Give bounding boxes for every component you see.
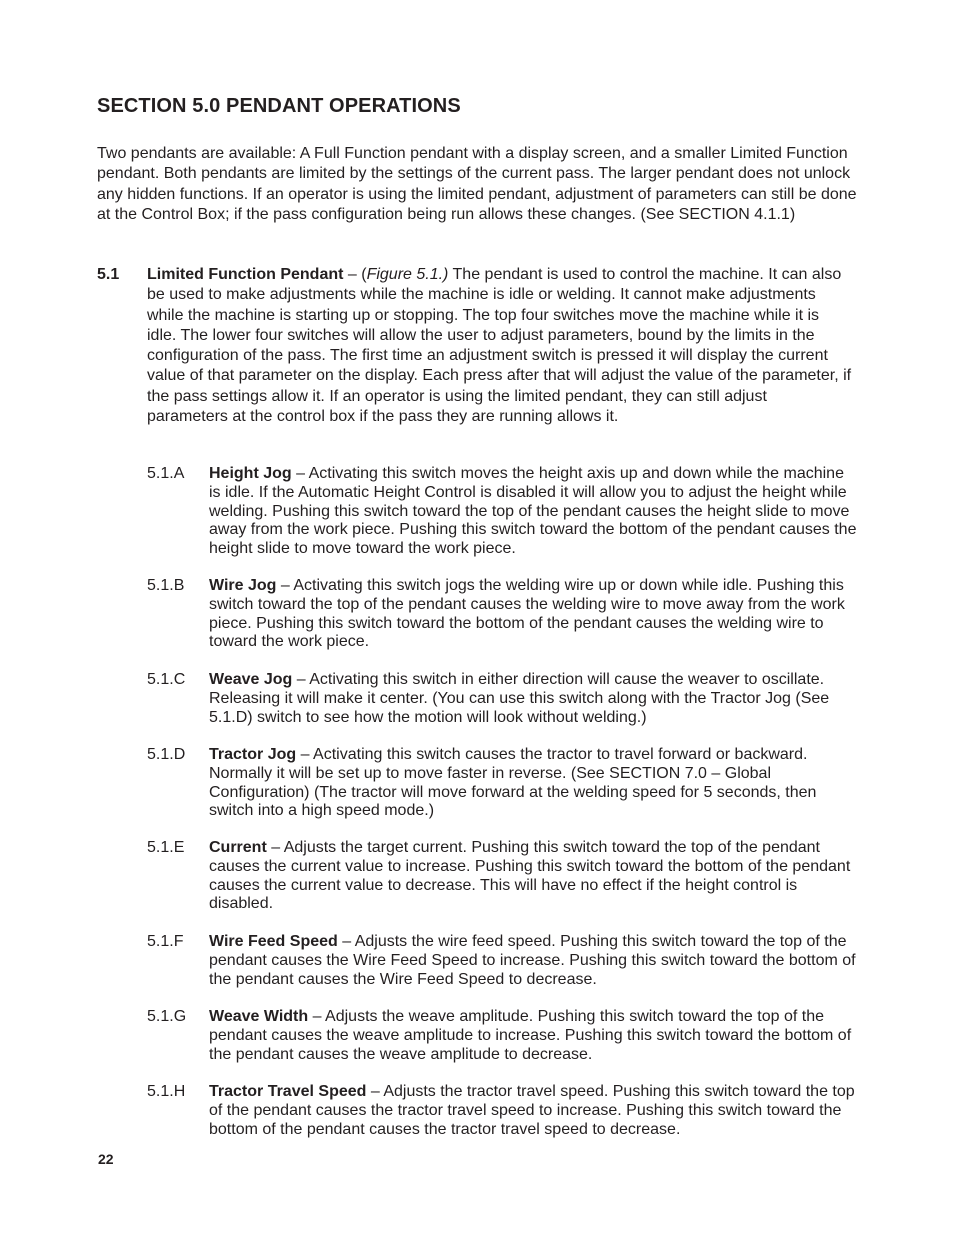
page-number: 22 bbox=[98, 1151, 114, 1167]
subsection-text: – Adjusts the weave amplitude. Pushing this switch toward the top of the pendant causes the weave amplitude to increase. Pushing this switch toward the bottom of the pendant causes the weave amplitude to decrease. bbox=[209, 1008, 852, 1063]
section-number: 5.1 bbox=[97, 266, 120, 283]
subsection-term: Weave Jog bbox=[209, 671, 293, 688]
subsection-number: 5.1.H bbox=[147, 1083, 186, 1100]
subsection-text: – Adjusts the target current. Pushing this switch toward the top of the pendant causes the current value to increase. Pushing this switch toward the bottom of the pendant causes the current value to decrease. This will have no effect if the height control is disabled. bbox=[209, 839, 851, 913]
subsection-body bbox=[209, 577, 857, 652]
subsection-text: – Activating this switch in either direction will cause the weaver to oscillate. Releasing it will make it center. (You can use this switch along with the Tractor Jog (See 5.1.D) switch to see how the motion will look without welding.) bbox=[209, 671, 830, 726]
intro-paragraph: Two pendants are available: A Full Function pendant with a display screen, and a smaller Limited Function pendant. Both pendants are limited by the settings of the current pass. The larger pendant does not unlock any hidden functions. If an operator is using the limited pendant, adjustment of parameters can still be done at the Control Box; if the pass configuration being run allows these changes. (See SECTION 4.1.1) bbox=[97, 145, 857, 223]
section-body bbox=[147, 265, 852, 427]
subsection-number: 5.1.C bbox=[147, 671, 186, 688]
subsection-5-1-f bbox=[147, 933, 857, 989]
subsection-5-1-e bbox=[147, 839, 857, 914]
subsection-number: 5.1.F bbox=[147, 933, 184, 950]
subsection-text: – Activating this switch jogs the welding wire up or down while idle. Pushing this switch toward the top of the pendant causes the welding wire to move away from the work piece. Pushing this switch toward the bottom of the pendant causes the welding wire to toward the work piece. bbox=[209, 577, 845, 651]
subsection-body bbox=[209, 746, 857, 821]
subsection-term: Tractor Jog bbox=[209, 746, 297, 763]
subsection-term: Wire Jog bbox=[209, 577, 277, 594]
subsection-5-1-c bbox=[147, 671, 857, 727]
subsection-term: Wire Feed Speed bbox=[209, 933, 338, 950]
subsection-text: – Adjusts the tractor travel speed. Pushing this switch toward the top of the pendant causes the tractor travel speed to increase. Pushing this switch toward the bottom of the pendant causes the tractor travel speed to decrease. bbox=[209, 1083, 855, 1138]
section-dash: – ( bbox=[343, 266, 367, 283]
subsection-text: – Activating this switch causes the tractor to travel forward or backward. Normally it will be set up to move faster in reverse. (See SECTION 7.0 – Global Configuration) (The tractor will move forward at the welding speed for 5 seconds, then switch into a high speed mode.) bbox=[209, 746, 817, 820]
subsection-text: – Adjusts the wire feed speed. Pushing this switch toward the top of the pendant causes the Wire Feed Speed to increase. Pushing this switch toward the bottom of the pendant causes the Wire Feed Speed to decrease. bbox=[209, 933, 856, 988]
subsection-body bbox=[209, 671, 857, 727]
subsection-body bbox=[209, 933, 857, 989]
subsection-5-1-d bbox=[147, 746, 857, 821]
subsection-number: 5.1.G bbox=[147, 1008, 187, 1025]
subsection-number: 5.1.E bbox=[147, 839, 185, 856]
subsection-5-1-b bbox=[147, 577, 857, 652]
section-term: Limited Function Pendant bbox=[147, 266, 344, 283]
subsection-term: Current bbox=[209, 839, 267, 856]
subsection-body bbox=[209, 1008, 857, 1064]
subsection-body bbox=[209, 465, 857, 559]
subsection-term: Weave Width bbox=[209, 1008, 309, 1025]
subsection-number: 5.1.D bbox=[147, 746, 186, 763]
figure-reference: Figure 5.1.) bbox=[366, 266, 449, 283]
subsection-5-1-a bbox=[147, 465, 857, 559]
subsection-5-1-h bbox=[147, 1083, 857, 1139]
subsection-term: Height Jog bbox=[209, 465, 292, 482]
subsection-text: – Activating this switch moves the height axis up and down while the machine is idle. If the Automatic Height Control is disabled it will allow you to adjust the height while welding. Pushing this switch toward the top of the pendant causes the height slide to move away from the work piece. Pushing this switch toward the bottom of the pendant causes the height slide to move toward the work piece. bbox=[209, 465, 857, 558]
subsection-5-1-g bbox=[147, 1008, 857, 1064]
subsection-term: Tractor Travel Speed bbox=[209, 1083, 367, 1100]
section-text: The pendant is used to control the machine. It can also be used to make adjustments while the machine is idle or welding. It cannot make adjustments while the machine is starting up or stopping. The top four switches move the machine while it is idle. The lower four switches will allow the user to adjust parameters, bound by the limits in the configuration of the pass. The first time an adjustment switch is pressed it will display the current value of that parameter on the display. Each press after that will adjust the value of the parameter, if the pass settings allow it. If an operator is using the limited pendant, they can still adjust parameters at the control box if the pass they are running allows it. bbox=[147, 266, 852, 426]
subsection-number: 5.1.B bbox=[147, 577, 185, 594]
subsection-body bbox=[209, 1083, 857, 1139]
section-5-1 bbox=[97, 265, 857, 427]
page-title: SECTION 5.0 PENDANT OPERATIONS bbox=[97, 95, 461, 117]
subsection-body bbox=[209, 839, 857, 914]
subsection-number: 5.1.A bbox=[147, 465, 185, 482]
